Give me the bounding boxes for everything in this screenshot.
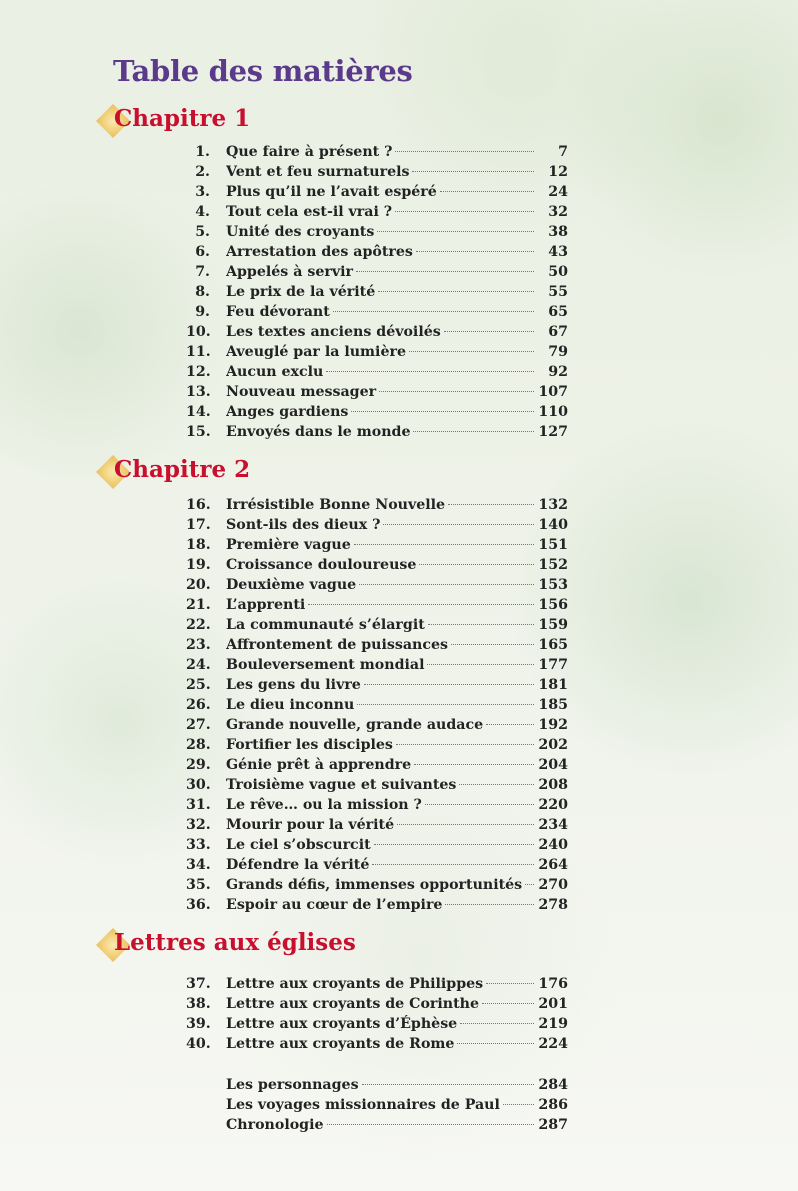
dot-leader [395, 150, 534, 152]
entry-label-wrap [226, 775, 534, 795]
entry-page-number: 92 [548, 364, 568, 380]
entry-page-number: 202 [538, 737, 568, 753]
entry-title: Le dieu inconnu [226, 697, 355, 713]
entry-label-wrap [226, 795, 534, 815]
dot-leader [383, 523, 534, 525]
entry-title: Les voyages missionnaires de Paul [226, 1097, 500, 1113]
entry-number: 21. [186, 597, 211, 613]
entry-page-number: 12 [548, 164, 568, 180]
entry-label-wrap [226, 535, 534, 555]
dot-leader [427, 663, 534, 665]
entry-number: 20. [186, 577, 211, 593]
dot-leader [379, 390, 534, 392]
entry-page-number: 192 [538, 717, 568, 733]
section-title: Chapitre 2 [114, 456, 251, 483]
entry-title: Que faire à présent ? [226, 144, 393, 160]
entry-number: 28. [186, 737, 211, 753]
entry-title: L’apprenti [226, 597, 306, 613]
entry-label-wrap [226, 555, 534, 575]
dot-leader [356, 270, 534, 272]
entry-label-wrap [226, 262, 534, 282]
toc-entry[interactable] [186, 974, 568, 994]
entry-page-number: 55 [548, 284, 568, 300]
entry-page-number: 165 [538, 637, 568, 653]
entry-page-number: 110 [538, 404, 568, 420]
entry-title: Tout cela est-il vrai ? [226, 204, 393, 220]
entry-page-number: 152 [538, 557, 568, 573]
entry-label-wrap [226, 695, 534, 715]
entry-page-number: 159 [538, 617, 568, 633]
entry-title: Lettre aux croyants d’Éphèse [226, 1016, 458, 1032]
toc-entry[interactable] [186, 1095, 568, 1115]
entry-number: 5. [195, 224, 210, 240]
toc-entry[interactable] [186, 382, 568, 402]
dot-leader [377, 230, 534, 232]
toc-entry[interactable] [186, 1034, 568, 1054]
toc-entry[interactable] [186, 515, 568, 535]
entry-number: 15. [186, 424, 211, 440]
entry-label-wrap [226, 595, 534, 615]
entry-title: La communauté s’élargit [226, 617, 425, 633]
toc-entry[interactable] [186, 895, 568, 915]
entry-label-wrap [226, 242, 534, 262]
entry-label-wrap [226, 182, 534, 202]
entry-title: Nouveau messager [226, 384, 377, 400]
toc-entry[interactable] [186, 695, 568, 715]
entry-title: Deuxième vague [226, 577, 357, 593]
entry-title: Les textes anciens dévoilés [226, 324, 441, 340]
entry-page-number: 107 [538, 384, 568, 400]
entry-label-wrap [226, 422, 534, 442]
dot-leader [359, 583, 534, 585]
toc-entry[interactable] [186, 535, 568, 555]
entry-page-number: 140 [538, 517, 568, 533]
entry-title: Grands défis, immenses opportunités [226, 877, 523, 893]
dot-leader [351, 410, 534, 412]
entry-number: 2. [195, 164, 210, 180]
entry-number: 25. [186, 677, 211, 693]
entry-title: Feu dévorant [226, 304, 330, 320]
entry-number: 23. [186, 637, 211, 653]
entry-title: Espoir au cœur de l’empire [226, 897, 443, 913]
toc-entry[interactable] [186, 735, 568, 755]
dot-leader [412, 170, 534, 172]
toc-entry[interactable] [186, 302, 568, 322]
entry-label-wrap [226, 615, 534, 635]
entry-label-wrap [226, 382, 534, 402]
dot-leader [354, 543, 534, 545]
entry-label-wrap [226, 202, 534, 222]
entry-label-wrap [226, 815, 534, 835]
dot-leader [419, 563, 534, 565]
entry-label-wrap [226, 1075, 534, 1095]
dot-leader [409, 350, 534, 352]
entry-title: Anges gardiens [226, 404, 349, 420]
entry-title: Aveuglé par la lumière [226, 344, 406, 360]
entry-number: 29. [186, 757, 211, 773]
entry-number: 27. [186, 717, 211, 733]
entry-label-wrap [226, 1034, 534, 1054]
section-title: Lettres aux églises [114, 929, 356, 956]
entry-label-wrap [226, 222, 534, 242]
toc-entry[interactable] [186, 1075, 568, 1095]
toc-entry[interactable] [186, 555, 568, 575]
entry-page-number: 224 [538, 1036, 568, 1052]
entry-page-number: 286 [538, 1097, 568, 1113]
dot-leader [425, 803, 534, 805]
entry-page-number: 240 [538, 837, 568, 853]
toc-entry[interactable] [186, 242, 568, 262]
entry-page-number: 156 [538, 597, 568, 613]
entry-label-wrap [226, 515, 534, 535]
entry-label-wrap [226, 835, 534, 855]
dot-leader [525, 883, 534, 885]
entry-title: Première vague [226, 537, 351, 553]
entry-number: 16. [186, 497, 211, 513]
toc-entry[interactable] [186, 495, 568, 515]
page-title: Table des matières [113, 54, 413, 88]
entry-label-wrap [226, 974, 534, 994]
dot-leader [326, 370, 534, 372]
entry-page-number: 43 [548, 244, 568, 260]
entry-title: Sont-ils des dieux ? [226, 517, 381, 533]
entry-title: Lettre aux croyants de Corinthe [226, 996, 479, 1012]
entry-page-number: 151 [538, 537, 568, 553]
entry-number: 14. [186, 404, 211, 420]
entry-page-number: 287 [538, 1117, 568, 1133]
entry-title: Génie prêt à apprendre [226, 757, 412, 773]
entry-page-number: 181 [538, 677, 568, 693]
entry-number: 32. [186, 817, 211, 833]
entry-number: 31. [186, 797, 211, 813]
entry-page-number: 38 [548, 224, 568, 240]
entry-number: 6. [195, 244, 210, 260]
toc-entry[interactable] [186, 595, 568, 615]
entry-page-number: 220 [538, 797, 568, 813]
entry-title: Troisième vague et suivantes [226, 777, 457, 793]
dot-leader [486, 723, 534, 725]
dot-leader [460, 1022, 534, 1024]
entry-title: Chronologie [226, 1117, 324, 1133]
entry-page-number: 127 [538, 424, 568, 440]
dot-leader [327, 1123, 534, 1125]
entry-label-wrap [226, 855, 534, 875]
entry-label-wrap [226, 402, 534, 422]
entry-number: 39. [186, 1016, 211, 1032]
toc-entry[interactable] [186, 715, 568, 735]
dot-leader [414, 763, 534, 765]
entry-label-wrap [226, 282, 534, 302]
entry-number: 35. [186, 877, 211, 893]
entry-title: Le rêve… ou la mission ? [226, 797, 422, 813]
entry-number: 11. [186, 344, 211, 360]
entry-label-wrap [226, 575, 534, 595]
entry-title: Bouleversement mondial [226, 657, 425, 673]
dot-leader [448, 503, 534, 505]
dot-leader [308, 603, 534, 605]
entry-label-wrap [226, 162, 534, 182]
dot-leader [459, 783, 534, 785]
toc-entry[interactable] [186, 675, 568, 695]
entry-page-number: 264 [538, 857, 568, 873]
entry-label-wrap [226, 302, 534, 322]
entry-title: Grande nouvelle, grande audace [226, 717, 484, 733]
dot-leader [486, 982, 534, 984]
toc-entry[interactable] [186, 855, 568, 875]
entry-title: Lettre aux croyants de Rome [226, 1036, 455, 1052]
entry-page-number: 132 [538, 497, 568, 513]
toc-entry[interactable] [186, 1014, 568, 1034]
entry-label-wrap [226, 755, 534, 775]
entry-number: 3. [195, 184, 210, 200]
section-title: Chapitre 1 [114, 105, 251, 132]
toc-entry[interactable] [186, 182, 568, 202]
dot-leader [357, 703, 534, 705]
dot-leader [503, 1103, 534, 1105]
toc-entry[interactable] [186, 1115, 568, 1135]
entry-page-number: 67 [548, 324, 568, 340]
entry-label-wrap [226, 655, 534, 675]
entry-page-number: 79 [548, 344, 568, 360]
toc-entry[interactable] [186, 162, 568, 182]
toc-entry[interactable] [186, 282, 568, 302]
entry-title: Fortifier les disciples [226, 737, 393, 753]
dot-leader [428, 623, 534, 625]
toc-entry[interactable] [186, 262, 568, 282]
entry-title: Le prix de la vérité [226, 284, 376, 300]
entry-page-number: 234 [538, 817, 568, 833]
entry-label-wrap [226, 635, 534, 655]
entry-label-wrap [226, 1095, 534, 1115]
entry-page-number: 204 [538, 757, 568, 773]
toc-entry[interactable] [186, 795, 568, 815]
dot-leader [395, 210, 534, 212]
entry-title: Irrésistible Bonne Nouvelle [226, 497, 446, 513]
toc-entry[interactable] [186, 994, 568, 1014]
entry-title: Défendre la vérité [226, 857, 370, 873]
toc-entry[interactable] [186, 422, 568, 442]
entry-number: 22. [186, 617, 211, 633]
entry-number: 36. [186, 897, 211, 913]
entry-number: 30. [186, 777, 211, 793]
dot-leader [457, 1042, 534, 1044]
entry-number: 12. [186, 364, 211, 380]
entry-page-number: 219 [538, 1016, 568, 1032]
entry-page-number: 201 [538, 996, 568, 1012]
entry-page-number: 7 [558, 144, 568, 160]
entry-page-number: 176 [538, 976, 568, 992]
toc-entry[interactable] [186, 575, 568, 595]
entry-label-wrap [226, 362, 534, 382]
entry-label-wrap [226, 675, 534, 695]
entry-page-number: 153 [538, 577, 568, 593]
dot-leader [445, 903, 534, 905]
entry-label-wrap [226, 875, 534, 895]
entry-number: 1. [195, 144, 210, 160]
entry-number: 7. [195, 264, 210, 280]
entry-label-wrap [226, 142, 534, 162]
entry-title: Les gens du livre [226, 677, 361, 693]
toc-entry[interactable] [186, 655, 568, 675]
entry-number: 18. [186, 537, 211, 553]
entry-title: Les personnages [226, 1077, 359, 1093]
dot-leader [440, 190, 534, 192]
dot-leader [333, 310, 534, 312]
entry-number: 13. [186, 384, 211, 400]
entry-page-number: 32 [548, 204, 568, 220]
entry-number: 38. [186, 996, 211, 1012]
entry-number: 26. [186, 697, 211, 713]
entry-page-number: 24 [548, 184, 568, 200]
entry-number: 37. [186, 976, 211, 992]
entry-title: Envoyés dans le monde [226, 424, 411, 440]
entry-number: 9. [195, 304, 210, 320]
toc-entry[interactable] [186, 362, 568, 382]
toc-entry[interactable] [186, 222, 568, 242]
toc-entry[interactable] [186, 835, 568, 855]
toc-entry[interactable] [186, 615, 568, 635]
entry-number: 4. [195, 204, 210, 220]
entry-number: 40. [186, 1036, 211, 1052]
toc-entry[interactable] [186, 322, 568, 342]
entry-page-number: 65 [548, 304, 568, 320]
entry-number: 10. [186, 324, 211, 340]
entry-title: Appelés à servir [226, 264, 353, 280]
dot-leader [396, 743, 534, 745]
entry-page-number: 284 [538, 1077, 568, 1093]
entry-page-number: 177 [538, 657, 568, 673]
entry-number: 33. [186, 837, 211, 853]
entry-number: 17. [186, 517, 211, 533]
toc-entry[interactable] [186, 142, 568, 162]
entry-label-wrap [226, 994, 534, 1014]
entry-title: Lettre aux croyants de Philippes [226, 976, 484, 992]
dot-leader [362, 1083, 534, 1085]
dot-leader [416, 250, 534, 252]
dot-leader [372, 863, 534, 865]
toc-entry[interactable] [186, 755, 568, 775]
dot-leader [374, 843, 534, 845]
entry-label-wrap [226, 342, 534, 362]
toc-entry[interactable] [186, 775, 568, 795]
entry-label-wrap [226, 1014, 534, 1034]
entry-number: 24. [186, 657, 211, 673]
dot-leader [482, 1002, 534, 1004]
toc-entry[interactable] [186, 635, 568, 655]
toc-entry[interactable] [186, 342, 568, 362]
entry-title: Unité des croyants [226, 224, 375, 240]
entry-title: Mourir pour la vérité [226, 817, 395, 833]
entry-page-number: 278 [538, 897, 568, 913]
entry-number: 34. [186, 857, 211, 873]
entry-label-wrap [226, 735, 534, 755]
entry-page-number: 270 [538, 877, 568, 893]
entry-page-number: 50 [548, 264, 568, 280]
entry-title: Affrontement de puissances [226, 637, 448, 653]
entry-number: 19. [186, 557, 211, 573]
dot-leader [397, 823, 534, 825]
dot-leader [378, 290, 534, 292]
entry-title: Aucun exclu [226, 364, 324, 380]
entry-title: Plus qu’il ne l’avait espéré [226, 184, 437, 200]
entry-label-wrap [226, 895, 534, 915]
entry-title: Arrestation des apôtres [226, 244, 413, 260]
dot-leader [364, 683, 534, 685]
entry-page-number: 185 [538, 697, 568, 713]
dot-leader [413, 430, 534, 432]
toc-entry[interactable] [186, 402, 568, 422]
entry-title: Le ciel s’obscurcit [226, 837, 371, 853]
entry-number: 8. [195, 284, 210, 300]
entry-label-wrap [226, 322, 534, 342]
toc-entry[interactable] [186, 875, 568, 895]
dot-leader [451, 643, 534, 645]
dot-leader [444, 330, 534, 332]
entry-title: Croissance douloureuse [226, 557, 417, 573]
entry-label-wrap [226, 495, 534, 515]
entry-label-wrap [226, 1115, 534, 1135]
entry-page-number: 208 [538, 777, 568, 793]
toc-entry[interactable] [186, 815, 568, 835]
entry-title: Vent et feu surnaturels [226, 164, 410, 180]
entry-label-wrap [226, 715, 534, 735]
toc-entry[interactable] [186, 202, 568, 222]
